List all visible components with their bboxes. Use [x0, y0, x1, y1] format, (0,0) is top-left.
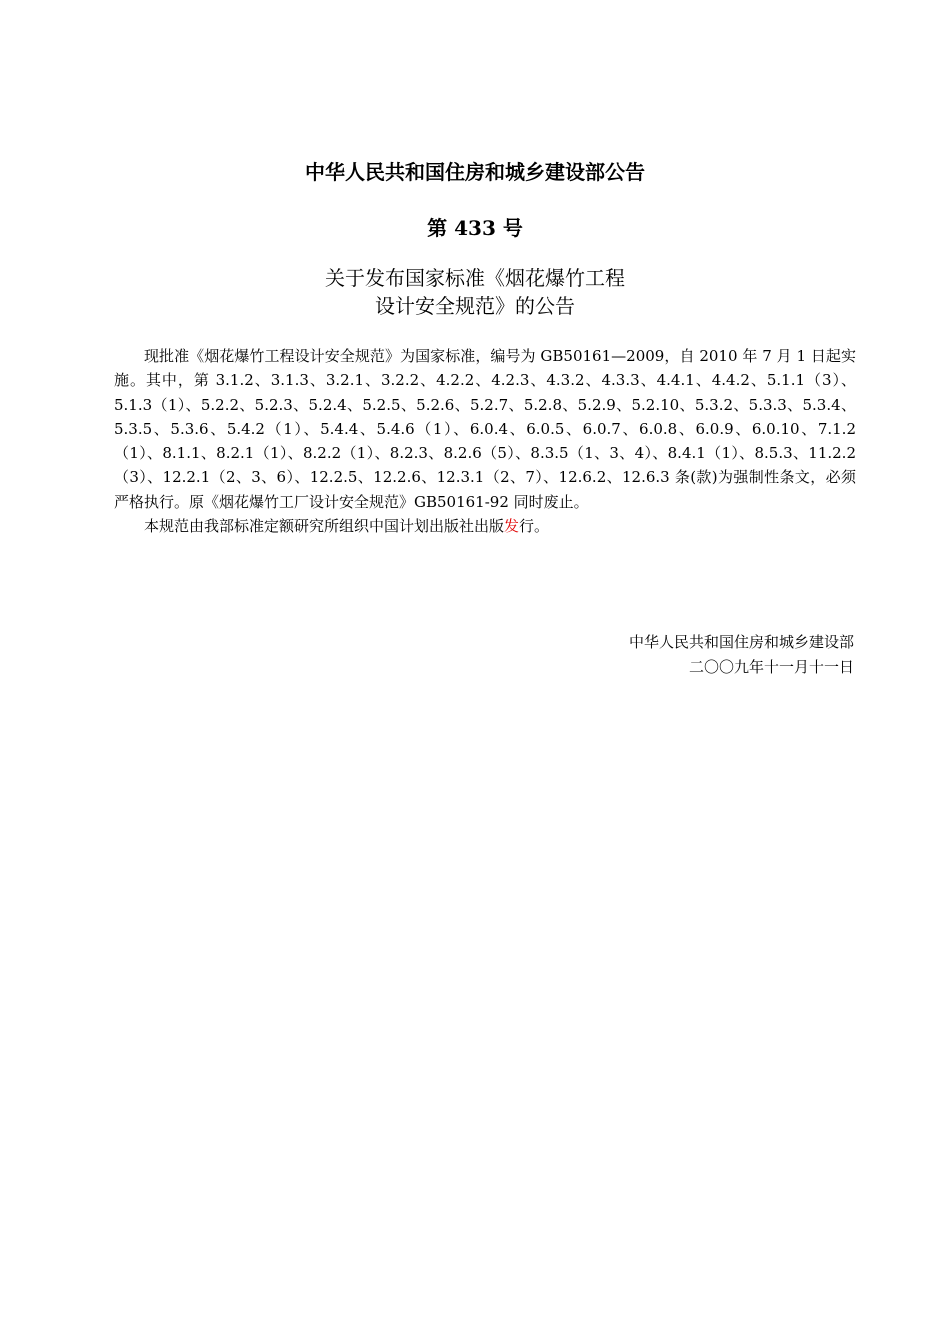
signature-block: [629, 630, 854, 680]
issuer-name: 中华人民共和国住房和城乡建设部: [628, 633, 854, 651]
announcement-subtitle: [0, 264, 950, 320]
issue-date: 二〇〇九年十一月十一日: [688, 658, 854, 676]
highlighted-character: 发: [504, 517, 520, 536]
body-paragraph-2: [114, 514, 856, 538]
paragraph-2-text-start: 本规范由我部标准定额研究所组织中国计划出版社出版: [144, 517, 505, 536]
announcement-body: [114, 344, 856, 538]
announcement-number: 第 433 号: [427, 216, 523, 240]
subtitle-line-1: 关于发布国家标准《烟花爆竹工程: [325, 266, 625, 290]
subtitle-line-2: 设计安全规范》的公告: [375, 294, 575, 318]
paragraph-2-text-end: 行。: [519, 517, 550, 536]
announcement-title: 中华人民共和国住房和城乡建设部公告: [305, 160, 645, 184]
body-paragraph-1: 现批准《烟花爆竹工程设计安全规范》为国家标准，编号为 GB50161—2009，自 2010 年 7 月 1 日起实施。其中，第 3.1.2、3.1.3、3.2.1、3.2.2、4.2.2、4.2.3、4.3.2、4.3.3、4.4.1、4.4.2、5.1.1（3）、5.1.3（1）、5.2.2、5.2.3、5.2.4、5.2.5、5.2.6、5.2.7、5.2.8、5.2.9、5.2.10、5.3.2、5.3.3、5.3.4、5.3.5、5.3.6、5.4.2（1）、5.4.4、5.4.6（1）、6.0.4、6.0.5、6.0.7、6.0.8、6.0.9、6.0.10、7.1.2（1）、8.1.1、8.2.1（1）、8.2.2（1）、8.2.3、8.2.6（5）、8.3.5（1、3、4）、8.4.1（1）、8.5.3、11.2.2（3）、12.2.1（2、3、6）、12.2.5、12.2.6、12.3.1（2、7）、12.6.2、12.6.3 条(款)为强制性条文，必须严格执行。原《烟花爆竹工厂设计安全规范》GB50161-92 同时废止。: [114, 347, 856, 511]
